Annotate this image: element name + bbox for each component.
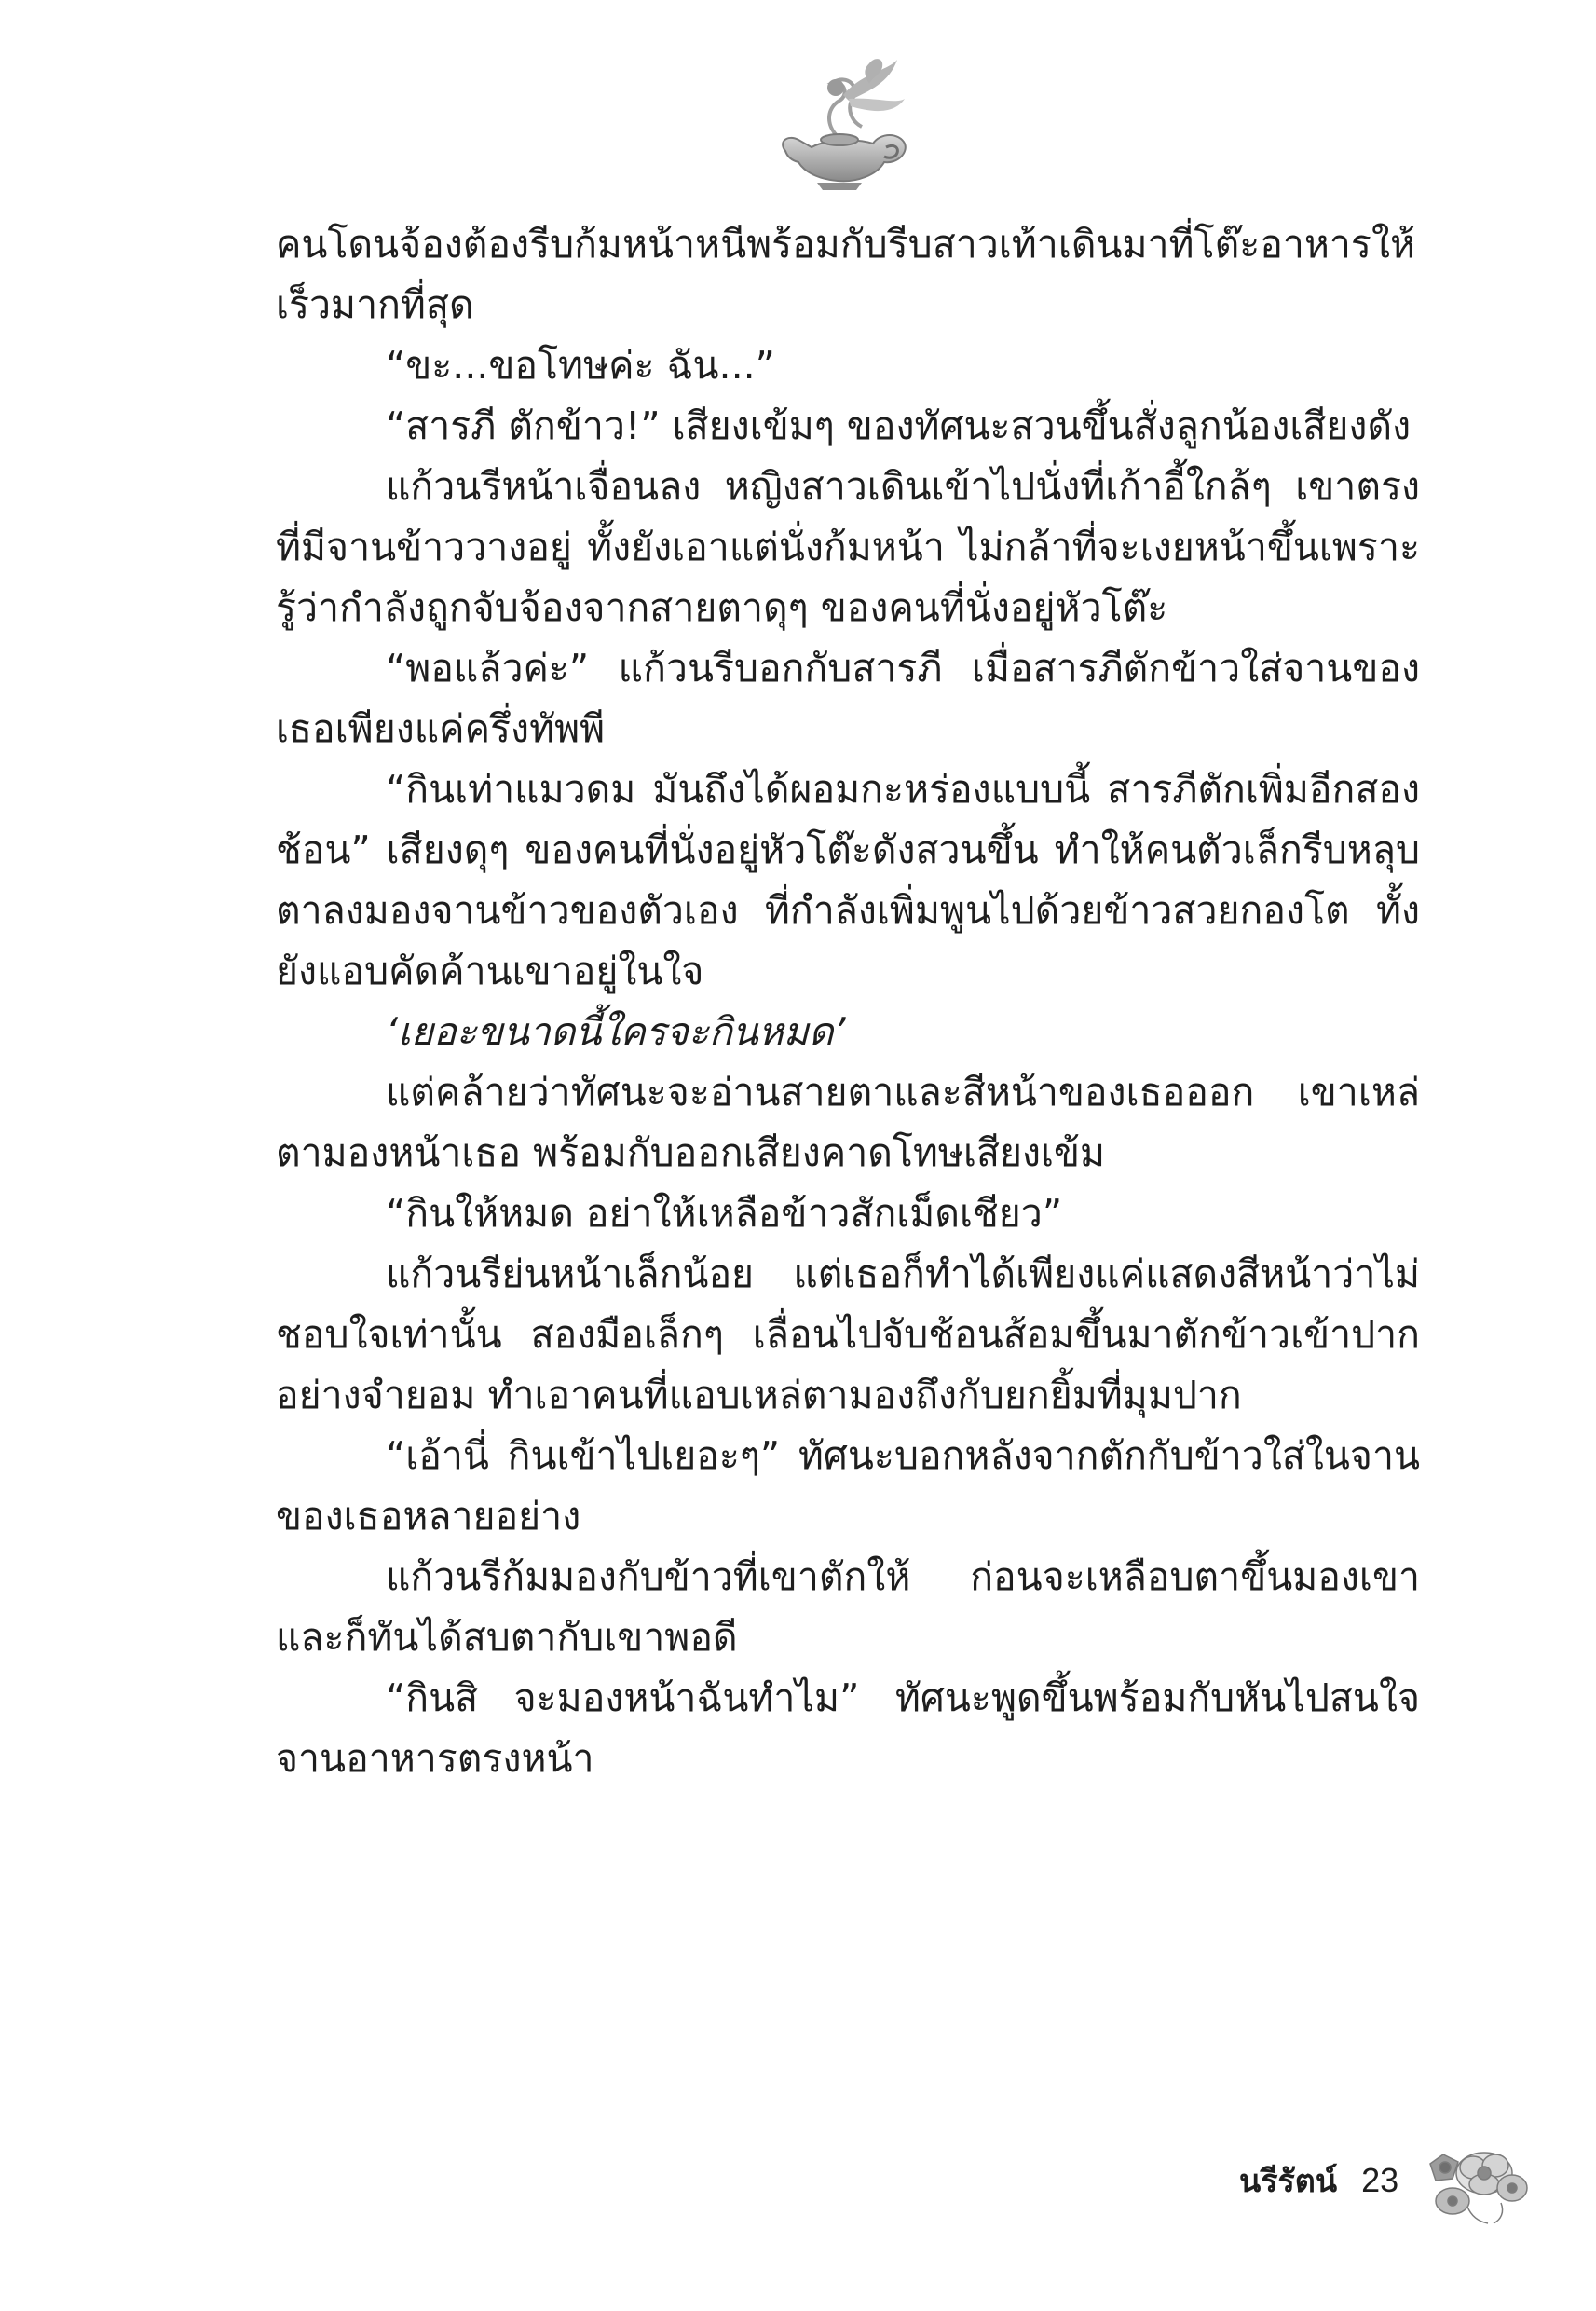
paragraph: “พอแล้วค่ะ” แก้วนรีบอกกับสารภี เมื่อสารภีตักข้าวใส่จานของเธอเพียงแค่ครึ่งทัพพี xyxy=(276,646,1420,751)
magic-lamp-icon xyxy=(759,54,918,194)
footer-author: นรีรัตน์ xyxy=(1239,2163,1338,2200)
paragraph: “กินสิ จะมองหน้าฉันทำไม” ทัศนะพูดขึ้นพร้อมกับหันไปสนใจจานอาหารตรงหน้า xyxy=(276,1675,1420,1781)
paragraph: แต่คล้ายว่าทัศนะจะอ่านสายตาและสีหน้าของเธอออก เขาเหล่ตามองหน้าเธอ พร้อมกับออกเสียงคาดโทษเสียงเข้ม xyxy=(276,1070,1420,1175)
story-text xyxy=(276,214,1420,1789)
page-number: 23 xyxy=(1361,2161,1399,2199)
paragraph: คนโดนจ้องต้องรีบก้มหน้าหนีพร้อมกับรีบสาวเท้าเดินมาที่โต๊ะอาหารให้เร็วมากที่สุด xyxy=(276,222,1415,327)
paragraph: “ขะ...ขอโทษค่ะ ฉัน...” xyxy=(386,343,775,388)
paragraph-inner-thought: ‘เยอะขนาดนี้ใครจะกินหมด’ xyxy=(386,1009,846,1054)
page-footer xyxy=(1239,2143,1398,2218)
paragraph: “สารภี ตักข้าว!” เสียงเข้มๆ ของทัศนะสวนขึ้นสั่งลูกน้องเสียงดัง xyxy=(386,403,1412,448)
paragraph: “กินเท่าแมวดม มันถึงได้ผอมกะหร่องแบบนี้ สารภีตักเพิ่มอีกสองช้อน” เสียงดุๆ ของคนที่นั่งอยู่หัวโต๊ะดังสวนขึ้น ทำให้คนตัวเล็กรีบหลุบตาลงมองจานข้าวของตัวเอง ที่กำลังเพิ่มพูนไปด้วยข้าวสวยกองโต ทั้งยังแอบคัดค้านเขาอยู่ในใจ xyxy=(276,767,1420,993)
flower-bouquet-icon xyxy=(1412,2126,1533,2229)
paragraph: “กินให้หมด อย่าให้เหลือข้าวสักเม็ดเชียว” xyxy=(386,1191,1063,1236)
paragraph: แก้วนรีหน้าเจื่อนลง หญิงสาวเดินเข้าไปนั่งที่เก้าอี้ใกล้ๆ เขาตรงที่มีจานข้าววางอยู่ ทั้งยังเอาแต่นั่งก้มหน้า ไม่กล้าที่จะเงยหน้าขึ้นเพราะรู้ว่ากำลังถูกจับจ้องจากสายตาดุๆ ของคนที่นั่งอยู่หัวโต๊ะ xyxy=(276,464,1420,630)
paragraph: “เอ้านี่ กินเข้าไปเยอะๆ” ทัศนะบอกหลังจากตักกับข้าวใส่ในจานของเธอหลายอย่าง xyxy=(276,1433,1420,1538)
paragraph: แก้วนรีก้มมองกับข้าวที่เขาตักให้ ก่อนจะเหลือบตาขึ้นมองเขาและก็ทันได้สบตากับเขาพอดี xyxy=(276,1554,1420,1660)
paragraph: แก้วนรีย่นหน้าเล็กน้อย แต่เธอก็ทำได้เพียงแค่แสดงสีหน้าว่าไม่ชอบใจเท่านั้น สองมือเล็กๆ เลื่อนไปจับช้อนส้อมขึ้นมาตักข้าวเข้าปากอย่างจำยอม ทำเอาคนที่แอบเหล่ตามองถึงกับยกยิ้มที่มุมปาก xyxy=(276,1251,1420,1417)
